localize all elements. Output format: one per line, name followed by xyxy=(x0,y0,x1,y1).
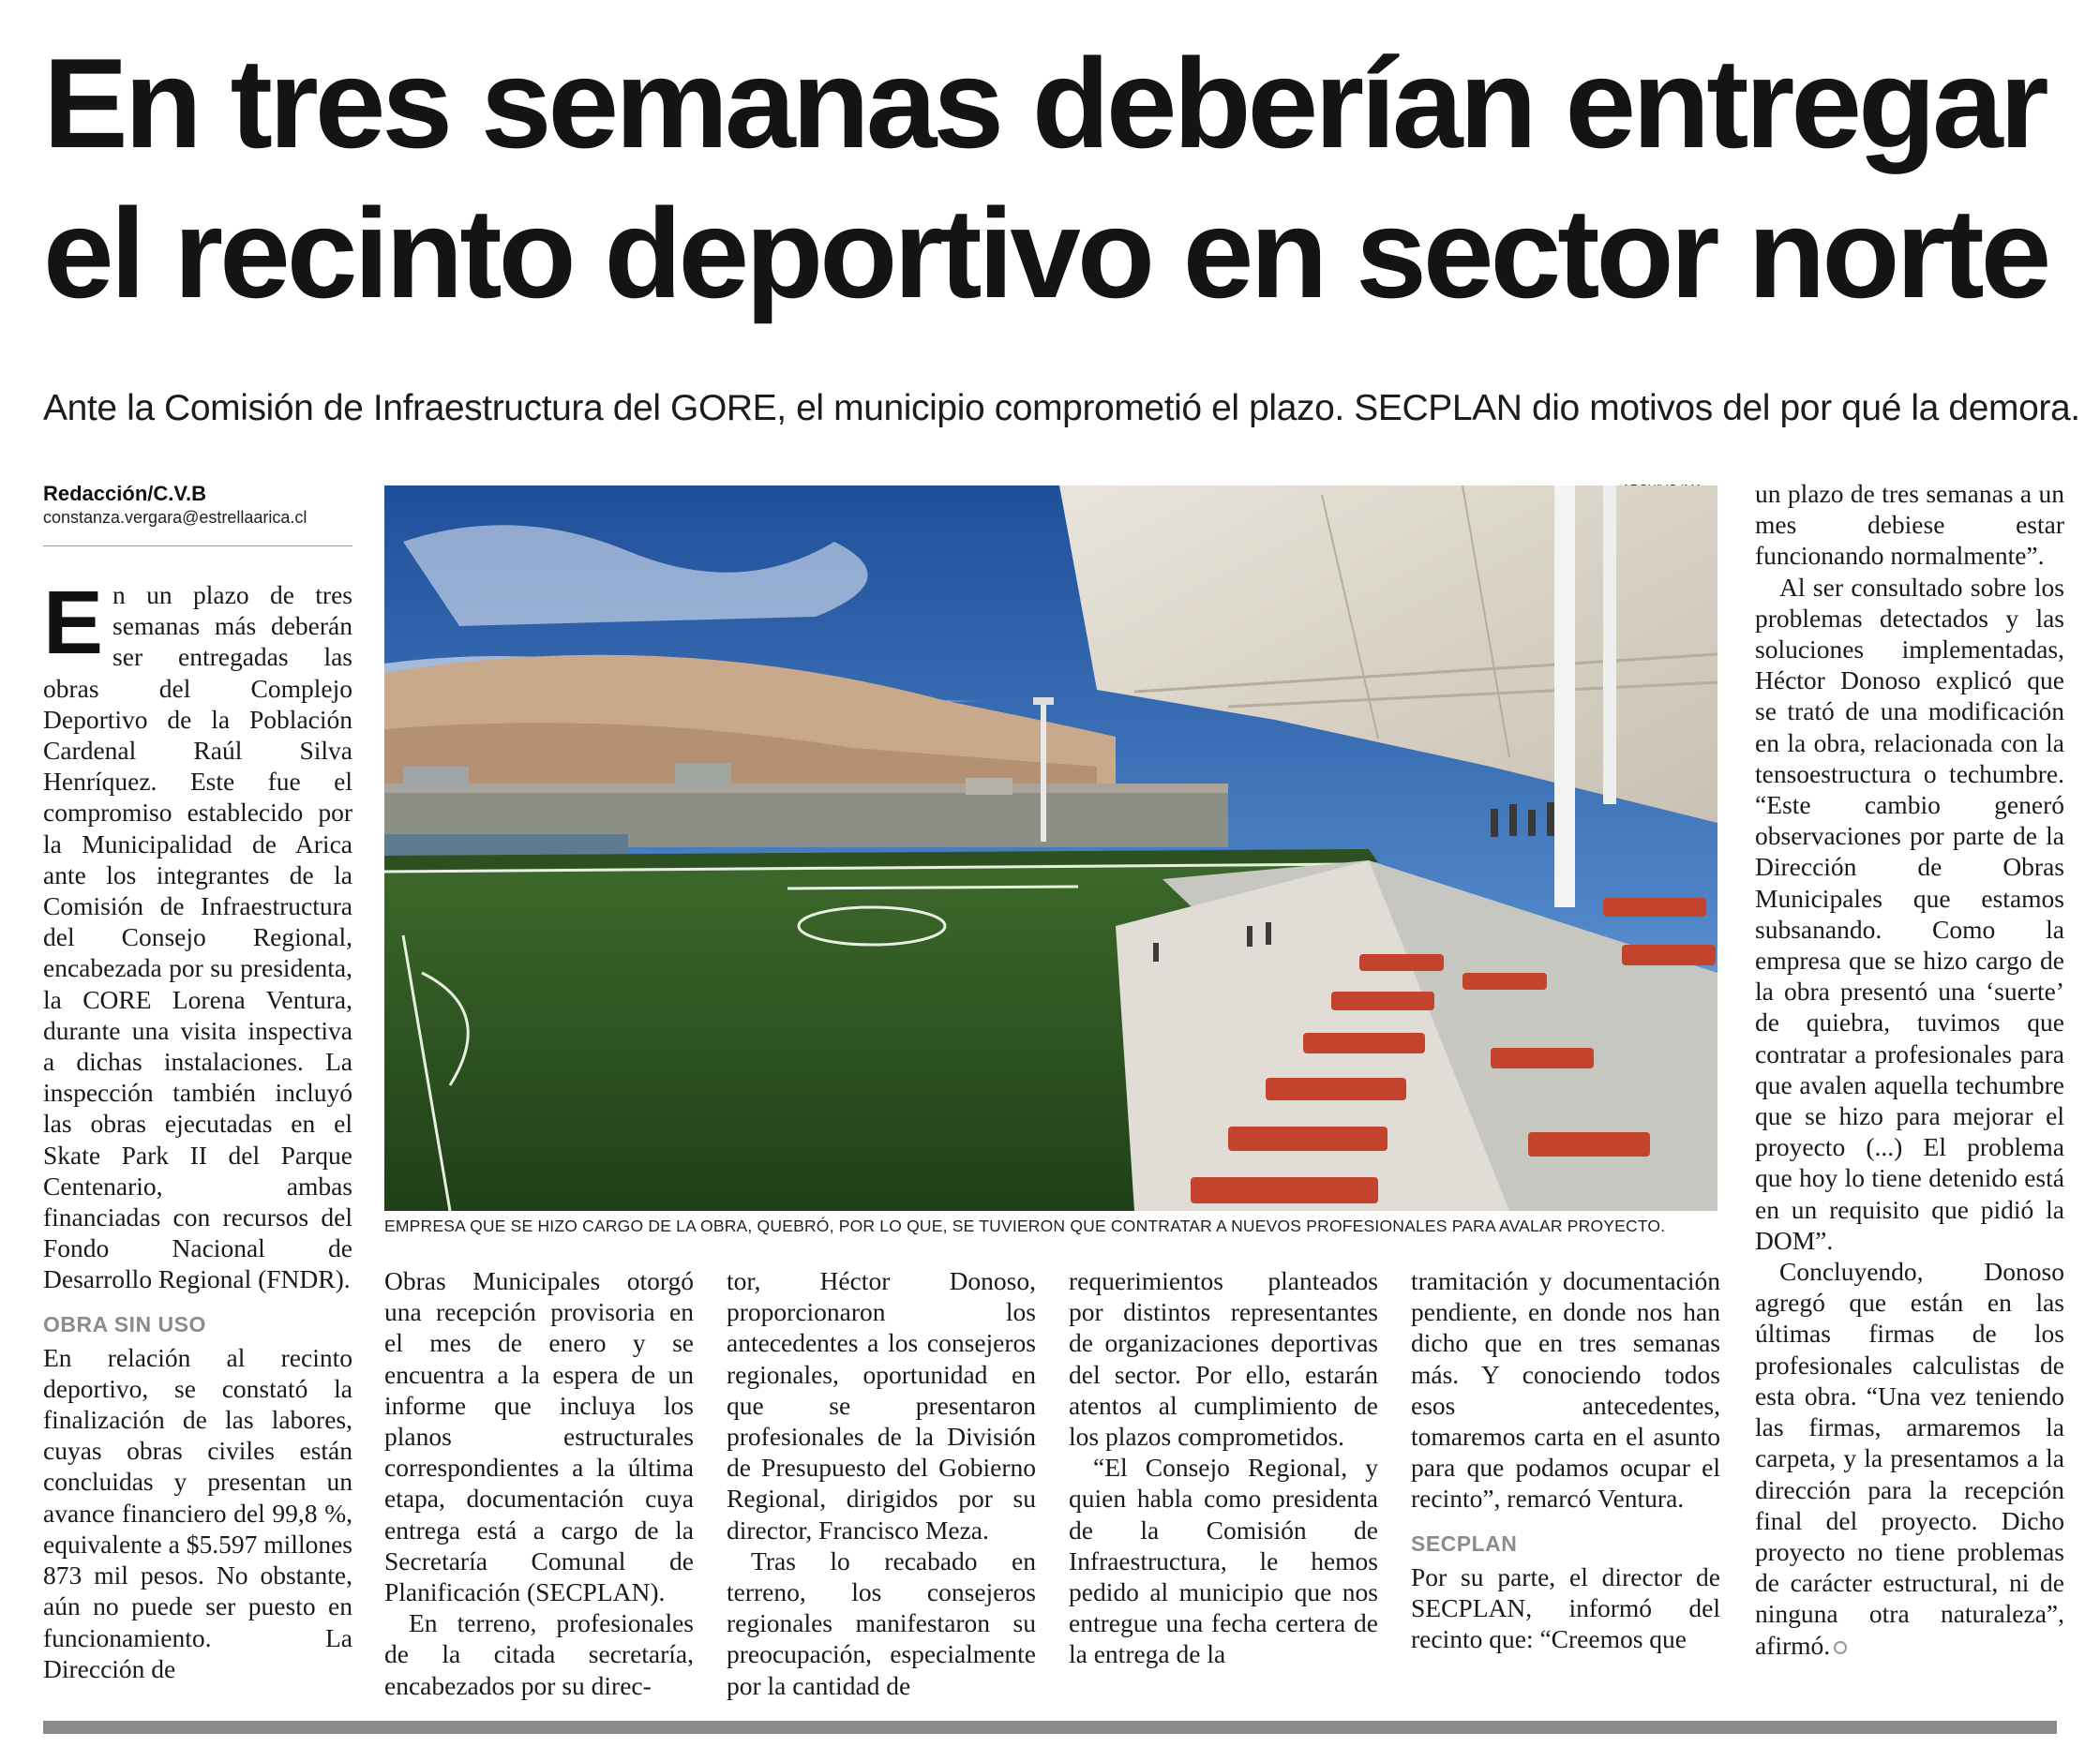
paragraph: En terreno, profesionales de la citada secretaría, encabezados por su direc- xyxy=(384,1608,694,1700)
byline-divider xyxy=(43,545,352,546)
article-column-5 xyxy=(1411,1265,1720,1654)
headline xyxy=(43,28,2068,328)
paragraph: un plazo de tres semanas a un mes debiese estar funcionando normalmente”. xyxy=(1755,479,2064,571)
paragraph: Obras Municipales otorgó una recepción provisoria en el mes de enero y se encuentra a la espera de un informe que incluya los planos estructurales correspondientes a la última etapa, documentación cuya entrega está a cargo de la Secretaría Comunal de Planificación (SECPLAN). xyxy=(384,1266,694,1607)
subhead-obra-sin-uso: OBRA SIN USO xyxy=(43,1311,206,1336)
paragraph: En relación al recinto deportivo, se constató la finalización de las labores, cuyas obras civiles están concluidas y presentan un avance financiero del 99,8 %, equivalente a $5.597 millones 873 mil pesos. No obstante, aún no puede ser puesto en funcionamiento. La Dirección de xyxy=(43,1342,352,1683)
closing-text: Concluyendo, Donoso agregó que están en las últimas firmas de los profesionales calculistas de esta obra. “Una vez teniendo las firmas, armaremos la carpeta, y la presentamos a la dirección para la recepción final del proyecto. Dicho proyecto no tiene problemas de carácter estructural, ni de ninguna otra naturaleza”, afirmó. xyxy=(1755,1257,2064,1660)
paragraph: “El Consejo Regional, y quien habla como presidenta de la Comisión de Infraestructura, le hemos pedido al municipio que nos entregue una fecha certera de la entrega de la xyxy=(1069,1453,1378,1669)
article-column-1 xyxy=(43,573,352,1684)
bottom-rule xyxy=(43,1721,2057,1734)
intro-paragraph xyxy=(43,573,352,1295)
paragraph: Por su parte, el director de SECPLAN, informó del recinto que: “Creemos que xyxy=(1411,1561,1720,1654)
intro-text: n un plazo de tres semanas más deberán ser entregadas las obras del Complejo Deportivo de la Población Cardenal Raúl Silva Henríquez. Este fue el compromiso establecido por la Municipalidad de Arica ante los integrantes de la Comisión de Infraestructura del Consejo Regional, encabezada por su presidenta, la CORE Lorena Ventura, durante una visita inspectiva a dichas instalaciones. La inspección también incluyó las obras ejecutadas en el Skate Park II del Parque Centenario, ambas financiadas con recursos del Fondo Nacional de Desarrollo Regional (FNDR). xyxy=(43,580,352,1294)
paragraph: Tras lo recabado en terreno, los consejeros regionales manifestaron su preocupación, especialmente por la cantidad de xyxy=(727,1545,1036,1700)
byline-author: Redacción/C.V.B xyxy=(43,482,207,505)
paragraph: tor, Héctor Donoso, proporcionaron los antecedentes a los consejeros regionales, oportunidad en que se presentaron profesionales de la División de Presupuesto del Gobierno Regional, dirigidos por su director, Francisco Meza. xyxy=(727,1266,1036,1545)
paragraph: Al ser consultado sobre los problemas detectados y las soluciones implementadas, Héctor Donoso explicó que se trató de una modificación en la obra, relacionada con la tensoestructura o techumbre. “Este cambio generó observaciones por parte de la Dirección de Obras Municipales que estamos subsanando. Como la empresa que se hizo cargo de la obra presentó una ‘suerte’ de quiebra, tuvimos que contratar a profesionales para que avalen aquella techumbre que se hizo para mejorar el proyecto (...) El problema que hoy lo tiene detenido está en un requisito que pidió la DOM”. xyxy=(1755,572,2064,1255)
article-column-4 xyxy=(1069,1265,1378,1670)
deck: Ante la Comisión de Infraestructura del GORE, el municipio comprometió el plazo. SECPLAN dio motivos del por qué la demora. xyxy=(43,388,2080,428)
paragraph: tramitación y documentación pendiente, en donde nos han dicho que en tres semanas más. Y conociendo todos esos antecedentes, tomaremos carta en el asunto para que podamos ocupar el recinto”, remarcó Ventura. xyxy=(1411,1266,1720,1514)
byline-email: constanza.vergara@estrellaarica.cl xyxy=(43,508,308,527)
headline-line-2: el recinto deportivo en sector norte xyxy=(43,182,2048,324)
headline-line-1: En tres semanas deberían entregar xyxy=(43,32,2046,174)
dropcap: E xyxy=(43,573,104,673)
stadium-photo xyxy=(384,485,1718,1211)
article-column-2 xyxy=(384,1265,694,1701)
article-column-3 xyxy=(727,1265,1036,1701)
subhead-secplan: SECPLAN xyxy=(1411,1530,1518,1556)
photo-caption: EMPRESA QUE SE HIZO CARGO DE LA OBRA, QUEBRÓ, POR LO QUE, SE TUVIERON QUE CONTRATAR A NUEVOS PROFESIONALES PARA AVALAR PROYECTO. xyxy=(384,1217,1666,1235)
paragraph: requerimientos planteados por distintos representantes de organizaciones deportivas del sector. Por ello, estarán atentos al cumplimiento de los plazos comprometidos. xyxy=(1069,1266,1378,1452)
article-column-6 xyxy=(1755,478,2064,1661)
paragraph xyxy=(1755,1256,2064,1661)
end-mark-icon xyxy=(1834,1641,1847,1654)
